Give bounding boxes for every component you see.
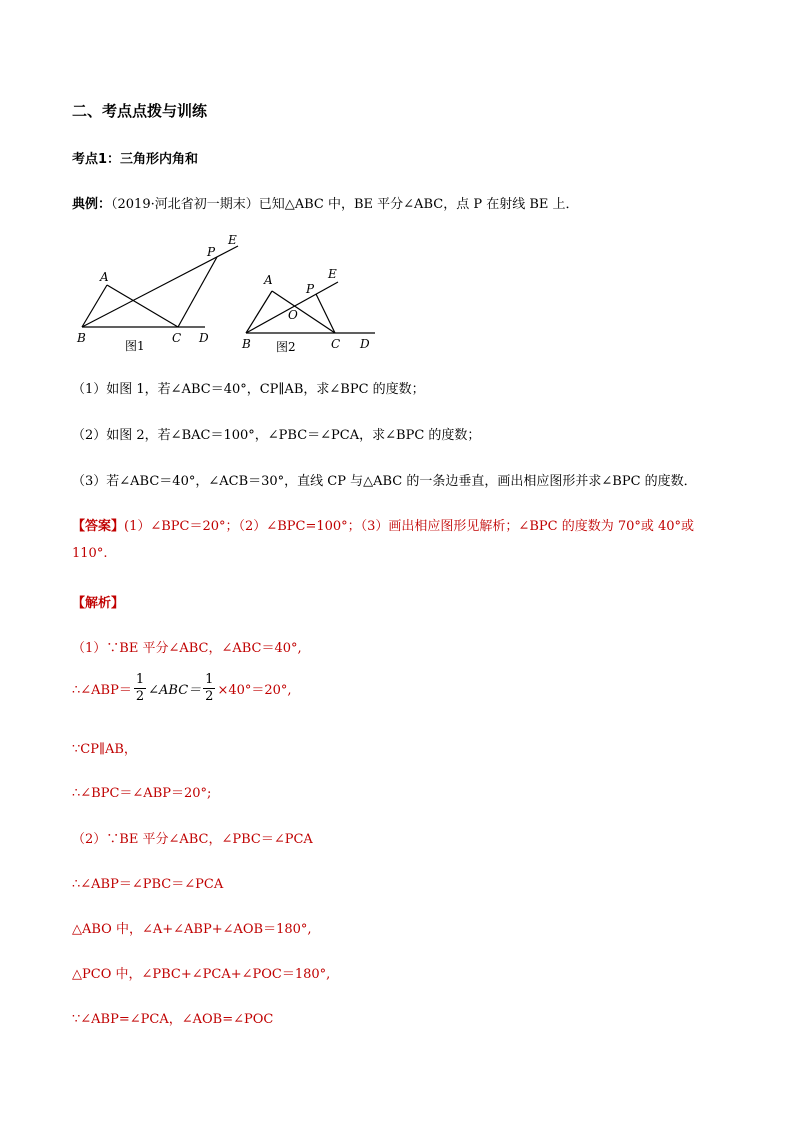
point-label-e: E: [228, 233, 237, 247]
solution-step-6: ∴∠ABP＝∠PBC＝∠PCA: [72, 877, 224, 892]
answer-label: 【答案】: [72, 519, 125, 534]
segment-ab: [246, 291, 272, 333]
segment-ac: [272, 291, 335, 333]
analysis-label: 【解析】: [72, 596, 125, 611]
point-label-p: P: [207, 245, 216, 259]
solution-step-5: （2）∵BE 平分∠ABC，∠PBC＝∠PCA: [72, 832, 313, 847]
topic-heading: 考点1：三角形内角和: [72, 152, 199, 167]
section-title: 二、考点点拨与训练: [72, 102, 208, 120]
solution-step-2: [72, 672, 292, 705]
figure-2-caption: 图2: [276, 340, 296, 354]
fraction-half-2: $\frac{1}{2}$: [205, 672, 214, 704]
solution-step-4: ∴∠BPC＝∠ABP＝20°;: [72, 786, 212, 801]
point-label-e: E: [328, 267, 337, 281]
solution-step-1: （1）∵BE 平分∠ABC，∠ABC＝40°,: [72, 641, 302, 656]
segment-ac: [107, 285, 178, 327]
question-1: （1）如图 1，若∠ABC＝40°，CP∥AB，求∠BPC 的度数；: [72, 382, 425, 397]
point-label-a: A: [100, 270, 109, 284]
point-label-o: O: [288, 308, 298, 322]
solution-step-3: ∵CP∥AB，: [72, 742, 137, 757]
point-label-c: C: [172, 331, 182, 345]
point-label-d: D: [199, 331, 209, 345]
figure-1: [72, 230, 252, 355]
point-label-b: B: [242, 337, 251, 351]
solution-step-2-angle: ∠ABC＝: [148, 683, 202, 698]
point-label-p: P: [306, 282, 315, 296]
solution-step-9: ∵∠ABP=∠PCA，∠AOB=∠POC: [72, 1012, 274, 1027]
solution-step-8: △PCO 中，∠PBC+∠PCA+∠POC＝180°,: [72, 967, 331, 982]
solution-step-2-prefix: ∴∠ABP＝: [72, 683, 132, 698]
fraction-half: $\frac{1}{2}$: [135, 672, 145, 704]
point-label-b: B: [77, 331, 86, 345]
example-text: （2019·河北省初一期末）已知△ABC 中，BE 平分∠ABC，点 P 在射线 BE 上．: [111, 197, 579, 212]
point-label-c: C: [331, 337, 341, 351]
example-line: [72, 193, 579, 212]
figure-2: [238, 260, 388, 355]
solution-step-7: △ABO 中，∠A+∠ABP+∠AOB＝180°,: [72, 922, 312, 937]
point-label-a: A: [264, 273, 273, 287]
question-3: （3）若∠ABC＝40°，∠ACB＝30°，直线 CP 与△ABC 的一条边垂直，画出相应图形并求∠BPC 的度数．: [72, 474, 697, 489]
example-label: 典例：: [72, 197, 112, 212]
answer-text: (1）∠BPC＝20°；（2）∠BPC=100°；（3）画出相应图形见解析；∠BPC 的度数为 70°或 40°或: [124, 519, 695, 534]
answer-line-2: 110°.: [72, 546, 108, 561]
point-label-d: D: [360, 337, 370, 351]
answer-line-1: [72, 515, 694, 534]
figure-1-caption: 图1: [125, 339, 145, 353]
solution-step-2-suffix: ×40°＝20°,: [217, 683, 292, 698]
question-2: （2）如图 2，若∠BAC＝100°，∠PBC＝∠PCA，求∠BPC 的度数；: [72, 428, 481, 443]
